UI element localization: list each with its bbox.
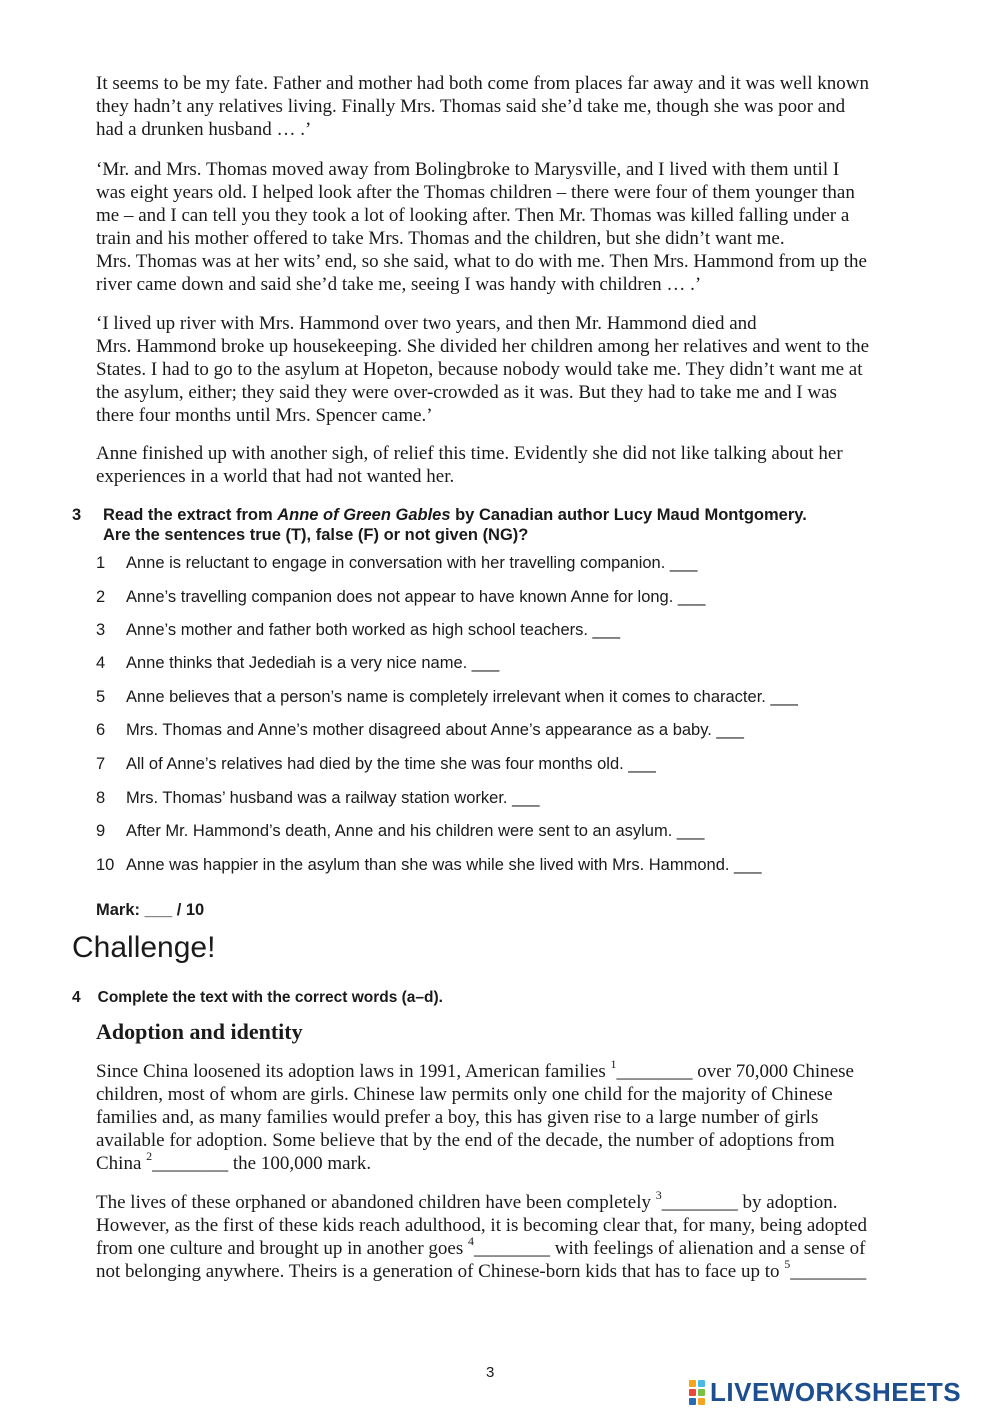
book-title: Anne of Green Gables <box>277 506 451 524</box>
item-text: After Mr. Hammond’s death, Anne and his children were sent to an asylum. ___ <box>126 822 705 840</box>
article-line: available for adoption. Some believe that by the end of the decade, the number of adoptions from <box>96 1130 835 1151</box>
tf-item-8[interactable] <box>96 788 540 808</box>
item-number: 8 <box>96 789 106 807</box>
item-number: 3 <box>96 621 106 639</box>
article-line <box>96 1056 926 1083</box>
article-title: Adoption and identity <box>96 1019 303 1044</box>
item-number: 4 <box>96 654 106 672</box>
passage-line: they hadn’t any relatives living. Finally Mrs. Thomas said she’d take me, though she was poor and <box>96 96 846 117</box>
text-run: from one culture and brought up in another goes <box>96 1238 468 1259</box>
gap-number: 4 <box>467 1233 474 1248</box>
item-text: Anne’s travelling companion does not appear to have known Anne for long. ___ <box>126 588 706 606</box>
question-number: 4 <box>72 989 81 1006</box>
instruction-text: Complete the text with the correct words (a–d). <box>97 989 443 1006</box>
gap-number: 5 <box>784 1256 791 1271</box>
answer-gap[interactable]: ________ the 100,000 mark. <box>152 1153 372 1174</box>
article-line <box>96 1256 926 1283</box>
item-text: Anne thinks that Jedediah is a very nice name. ___ <box>126 654 500 672</box>
question-3-line-2: Are the sentences true (T), false (F) or not given (NG)? <box>103 526 529 544</box>
logo-text: LIVEWORKSHEETS <box>710 1376 962 1407</box>
passage-paragraph-1 <box>96 72 926 141</box>
article-line <box>96 1148 926 1175</box>
gap-number: 2 <box>146 1148 153 1163</box>
passage-line: there four months until Mrs. Spencer came.’ <box>96 405 433 426</box>
challenge-heading: Challenge! <box>72 931 216 964</box>
article-paragraph-1 <box>96 1056 926 1175</box>
answer-gap[interactable]: ________ with feelings of alienation and a sense of <box>473 1238 866 1259</box>
answer-gap[interactable]: ________ over 70,000 Chinese <box>616 1061 854 1082</box>
passage-line: train and his mother offered to take Mrs. Thomas and the children, but she didn’t want me. <box>96 228 785 249</box>
passage-line: Anne finished up with another sigh, of relief this time. Evidently she did not like talking about her <box>96 443 843 464</box>
passage-paragraph-2 <box>96 158 926 296</box>
passage-line: had a drunken husband … .’ <box>96 119 312 140</box>
passage-line: Mrs. Thomas was at her wits’ end, so she said, what to do with me. Then Mrs. Hammond from up the <box>96 251 867 272</box>
logo-block <box>689 1380 696 1387</box>
text-run: Since China loosened its adoption laws in 1991, American families <box>96 1061 611 1082</box>
question-3-line-1 <box>103 505 807 525</box>
passage-paragraph-4 <box>96 442 926 488</box>
passage-line: experiences in a world that had not wanted her. <box>96 466 455 487</box>
article-line <box>96 1187 926 1214</box>
liveworksheets-logo[interactable] <box>689 1375 961 1409</box>
tf-item-7[interactable] <box>96 754 656 774</box>
item-number: 7 <box>96 755 106 773</box>
tf-item-1[interactable] <box>96 553 697 573</box>
text-run: China <box>96 1153 147 1174</box>
item-number: 6 <box>96 721 106 739</box>
text-run: The lives of these orphaned or abandoned children have been completely <box>96 1192 656 1213</box>
item-text: All of Anne’s relatives had died by the time she was four months old. ___ <box>126 755 656 773</box>
tf-item-5[interactable] <box>96 687 798 707</box>
article-line: However, as the first of these kids reach adulthood, it is becoming clear that, for many, being adopted <box>96 1215 867 1236</box>
instruction-text: Read the extract from <box>103 506 278 524</box>
passage-line: ‘I lived up river with Mrs. Hammond over two years, and then Mr. Hammond died and <box>96 313 757 334</box>
passage-line: It seems to be my fate. Father and mother had both come from places far away and it was well known <box>96 73 869 94</box>
item-text: Anne believes that a person’s name is completely irrelevant when it comes to character. ___ <box>126 688 798 706</box>
item-number: 9 <box>96 822 106 840</box>
logo-block <box>698 1389 705 1396</box>
page-number: 3 <box>486 1364 495 1381</box>
item-text: Anne’s mother and father both worked as high school teachers. ___ <box>126 621 621 639</box>
passage-line: the asylum, either; they said they were over-crowded as it was. But they had to take me and I was <box>96 382 837 403</box>
answer-gap[interactable]: ________ <box>790 1261 867 1282</box>
item-text: Mrs. Thomas’ husband was a railway station worker. ___ <box>126 789 540 807</box>
tf-item-2[interactable] <box>96 587 705 607</box>
gap-number: 1 <box>610 1056 617 1071</box>
article-line: families and, as many families would prefer a boy, this has given rise to a large number of girls <box>96 1107 819 1128</box>
question-number: 3 <box>72 506 82 524</box>
logo-blocks-icon <box>689 1380 705 1405</box>
instruction-text: by Canadian author Lucy Maud Montgomery. <box>450 506 807 524</box>
tf-item-3[interactable] <box>96 620 620 640</box>
passage-paragraph-3 <box>96 312 926 427</box>
text-run: not belonging anywhere. Theirs is a generation of Chinese-born kids that has to face up to <box>96 1261 785 1282</box>
logo-block <box>698 1398 705 1405</box>
item-number: 10 <box>96 856 115 874</box>
mark-score: Mark: ___ / 10 <box>96 901 205 919</box>
article-paragraph-2 <box>96 1187 926 1283</box>
logo-block <box>698 1380 705 1387</box>
item-number: 2 <box>96 588 106 606</box>
logo-block <box>689 1389 696 1396</box>
passage-line: river came down and said she’d take me, seeing I was handy with children … .’ <box>96 274 702 295</box>
passage-line: ‘Mr. and Mrs. Thomas moved away from Bolingbroke to Marysville, and I lived with them until I <box>96 159 840 180</box>
logo-block <box>689 1398 696 1405</box>
passage-line: States. I had to go to the asylum at Hopeton, because nobody would take me. They didn’t want me at <box>96 359 863 380</box>
tf-item-4[interactable] <box>96 653 499 673</box>
passage-line: was eight years old. I helped look after the Thomas children – there were four of them younger than <box>96 182 855 203</box>
gap-number: 3 <box>655 1187 662 1202</box>
passage-line: Mrs. Hammond broke up housekeeping. She divided her children among her relatives and went to the <box>96 336 869 357</box>
passage-line: me – and I can tell you they took a lot of looking after. Then Mr. Thomas was killed falling under a <box>96 205 850 226</box>
answer-gap[interactable]: ________ by adoption. <box>661 1192 838 1213</box>
article-line <box>96 1233 926 1260</box>
tf-item-9[interactable] <box>96 821 704 841</box>
item-text: Anne was happier in the asylum than she was while she lived with Mrs. Hammond. ___ <box>126 856 762 874</box>
item-text: Mrs. Thomas and Anne’s mother disagreed about Anne’s appearance as a baby. ___ <box>126 721 744 739</box>
item-text: Anne is reluctant to engage in conversation with her travelling companion. ___ <box>126 554 698 572</box>
tf-item-10[interactable] <box>96 855 762 875</box>
item-number: 5 <box>96 688 106 706</box>
tf-item-6[interactable] <box>96 720 744 740</box>
article-line: children, most of whom are girls. Chinese law permits only one child for the majority of Chinese <box>96 1084 833 1105</box>
item-number: 1 <box>96 554 106 572</box>
question-4-instructions <box>72 988 443 1007</box>
